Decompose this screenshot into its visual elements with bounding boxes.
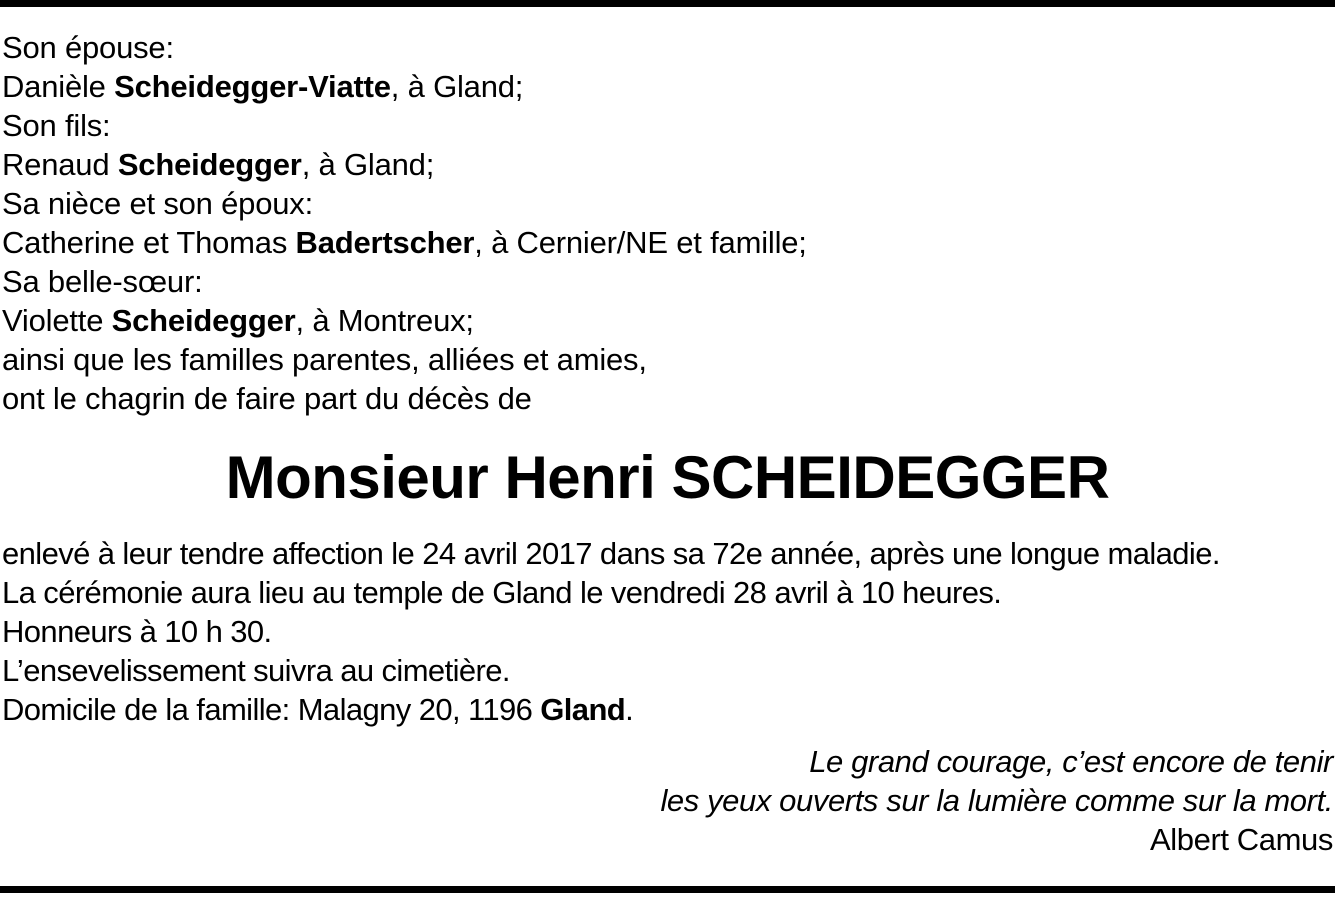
- ceremony-details: [2, 534, 1335, 729]
- family-line-text: Danièle: [2, 69, 115, 104]
- family-line: [2, 145, 1332, 184]
- address-text: Domicile de la famille: Malagny 20, 1196: [2, 692, 541, 727]
- quote-line: Le grand courage, c’est encore de tenir: [809, 744, 1333, 779]
- deceased-name: Monsieur Henri SCHEIDEGGER: [225, 444, 1110, 511]
- family-line-text: Sa belle-sœur:: [2, 264, 203, 299]
- family-line-suffix: , à Montreux;: [295, 303, 474, 338]
- family-line-text: Renaud: [2, 147, 118, 182]
- family-line: [2, 379, 1332, 418]
- family-line-suffix: , à Cernier/NE et famille;: [474, 225, 807, 260]
- family-line-surname: Badertscher: [295, 225, 475, 260]
- family-list: [2, 28, 1332, 418]
- address-town: Gland: [540, 692, 626, 727]
- details-line-ceremony: La cérémonie aura lieu au temple de Gland le vendredi 28 avril à 10 heures.: [2, 575, 1002, 610]
- family-line-text: ainsi que les familles parentes, alliées et amies,: [2, 342, 647, 377]
- family-line: [2, 28, 1332, 67]
- quote-line: les yeux ouverts sur la lumière comme sur la mort.: [660, 783, 1333, 818]
- details-line-address: [2, 690, 1335, 729]
- details-line-death: enlevé à leur tendre affection le 24 avril 2017 dans sa 72e année, après une longue maladie.: [2, 536, 1220, 571]
- family-line-surname: Scheidegger: [111, 303, 296, 338]
- family-line: [2, 67, 1332, 106]
- family-line: [2, 223, 1332, 262]
- family-line-text: Violette: [2, 303, 112, 338]
- family-line-text: Catherine et Thomas: [2, 225, 296, 260]
- family-line: [2, 301, 1332, 340]
- details-line-honours: Honneurs à 10 h 30.: [2, 614, 272, 649]
- family-line-suffix: , à Gland;: [301, 147, 435, 182]
- family-line: [2, 106, 1332, 145]
- quote-block: [660, 742, 1333, 859]
- top-rule: [0, 0, 1335, 7]
- family-line: [2, 340, 1332, 379]
- family-line-surname: Scheidegger: [117, 147, 302, 182]
- family-line-surname: Scheidegger-Viatte: [114, 69, 391, 104]
- family-line: [2, 184, 1332, 223]
- family-line-text: ont le chagrin de faire part du décès de: [2, 381, 532, 416]
- bottom-rule: [0, 886, 1335, 893]
- address-suffix: .: [625, 692, 634, 727]
- family-line-suffix: , à Gland;: [390, 69, 524, 104]
- quote-author: Albert Camus: [1150, 822, 1333, 857]
- family-line: [2, 262, 1332, 301]
- details-line-burial: L’ensevelissement suivra au cimetière.: [2, 653, 510, 688]
- family-line-text: Son épouse:: [2, 30, 174, 65]
- family-line-text: Sa nièce et son époux:: [2, 186, 313, 221]
- family-line-text: Son fils:: [2, 108, 111, 143]
